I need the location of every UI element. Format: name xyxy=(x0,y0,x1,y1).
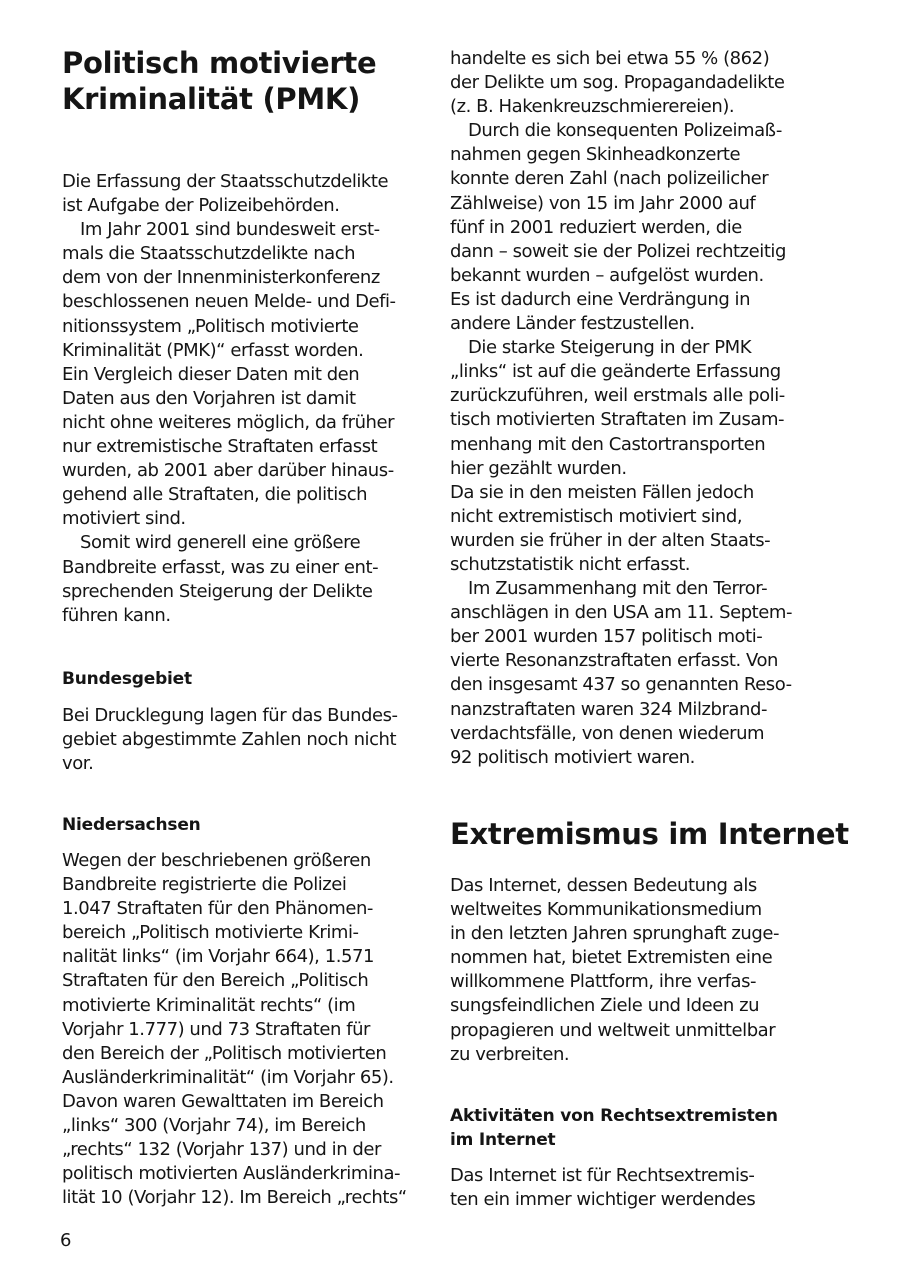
paragraph-bundesgebiet: Bei Drucklegung lagen für das Bundes- gebiet abgestimmte Zahlen noch nicht vor. xyxy=(62,705,398,775)
paragraph-continued: handelte es sich bei etwa 55 % (862) der Delikte um sog. Propagandadelikte (z. B. Hakenkreuzschmierereien). Durch die konsequenten Polizeimaß- nahmen gegen Skinheadkonzerte konnte deren Zahl (nach polizeilicher Zählweise) von 15 im Jahr 2000 auf fünf in 2001 reduziert werden, die dann – soweit sie der Polizei rechtzeitig bekannt wurden – aufgelöst wurden. Es ist dadurch eine Verdrängung in andere Länder festzustellen. Die starke Steigerung in der PMK „links“ ist auf die geänderte Erfassung zurückzuführen, weil erstmals alle poli- tisch motivierten Straftaten im Zusam- menhang mit den Castortransporten hier gezählt wurden. Da sie in den meisten Fällen jedoch nicht extremistisch motiviert sind, wurden sie früher in der alten Staats- schutzstatistik nicht erfasst. Im Zusammenhang mit den Terror- anschlägen in den USA am 11. Septem- ber 2001 wurden 157 politisch moti- vierte Resonanzstraftaten erfasst. Von den insgesamt 437 so genannten Reso- nanzstraftaten waren 324 Milzbrand- verdachtsfälle, von denen wiederum 92 politisch motiviert waren. xyxy=(450,48,793,768)
paragraph-aktivitaeten: Das Internet ist für Rechtsextremis- ten ein immer wichtiger werdendes xyxy=(450,1165,756,1211)
paragraph-intro: Die Erfassung der Staatsschutzdelikte ist Aufgabe der Polizeibehörden. Im Jahr 2001 sind bundesweit erst- mals die Staatsschutzdelikte nach dem von der Innenministerkonferenz beschlossenen neuen Melde- und Defi- nitionssystem „Politisch motivierte Kriminalität (PMK)“ erfasst worden. Ein Vergleich dieser Daten mit den Daten aus den Vorjahren ist damit nicht ohne weiteres möglich, da früher nur extremistische Straftaten erfasst wurden, ab 2001 aber darüber hinaus- gehend alle Straftaten, die politisch motiviert sind. Somit wird generell eine größere Bandbreite erfasst, was zu einer ent- sprechenden Steigerung der Delikte führen kann. xyxy=(62,171,396,626)
paragraph-niedersachsen: Wegen der beschriebenen größeren Bandbreite registrierte die Polizei 1.047 Straftaten für den Phänomen- bereich „Politisch motivierte Krimi- nalität links“ (im Vorjahr 664), 1.571 Straftaten für den Bereich „Politisch motivierte Kriminalität rechts“ (im Vorjahr 1.777) und 73 Straftaten für den Bereich der „Politisch motivierten Ausländerkriminalität“ (im Vorjahr 65). Davon waren Gewalttaten im Bereich „links“ 300 (Vorjahr 74), im Bereich „rechts“ 132 (Vorjahr 137) und in der politisch motivierten Ausländerkrimina- lität 10 (Vorjahr 12). Im Bereich „rechts“ xyxy=(62,850,407,1209)
section-title-internet: Extremismus im Internet xyxy=(450,817,849,851)
paragraph-internet: Das Internet, dessen Bedeutung als weltweites Kommunikationsmedium in den letzten Jahren sprunghaft zuge- nommen hat, bietet Extremisten eine willkommene Plattform, ihre verfas- sungsfeindlichen Ziele und Ideen zu propagieren und weltweit unmittelbar zu verbreiten. xyxy=(450,875,779,1065)
section-heading-niedersachsen: Niedersachsen xyxy=(62,815,201,835)
section-heading-bundesgebiet: Bundesgebiet xyxy=(62,669,192,689)
page-title: Politisch motivierte Kriminalität (PMK) xyxy=(62,46,377,116)
page-number: 6 xyxy=(60,1230,72,1251)
section-heading-aktivitaeten: Aktivitäten von Rechtsextremisten im Internet xyxy=(450,1106,778,1150)
